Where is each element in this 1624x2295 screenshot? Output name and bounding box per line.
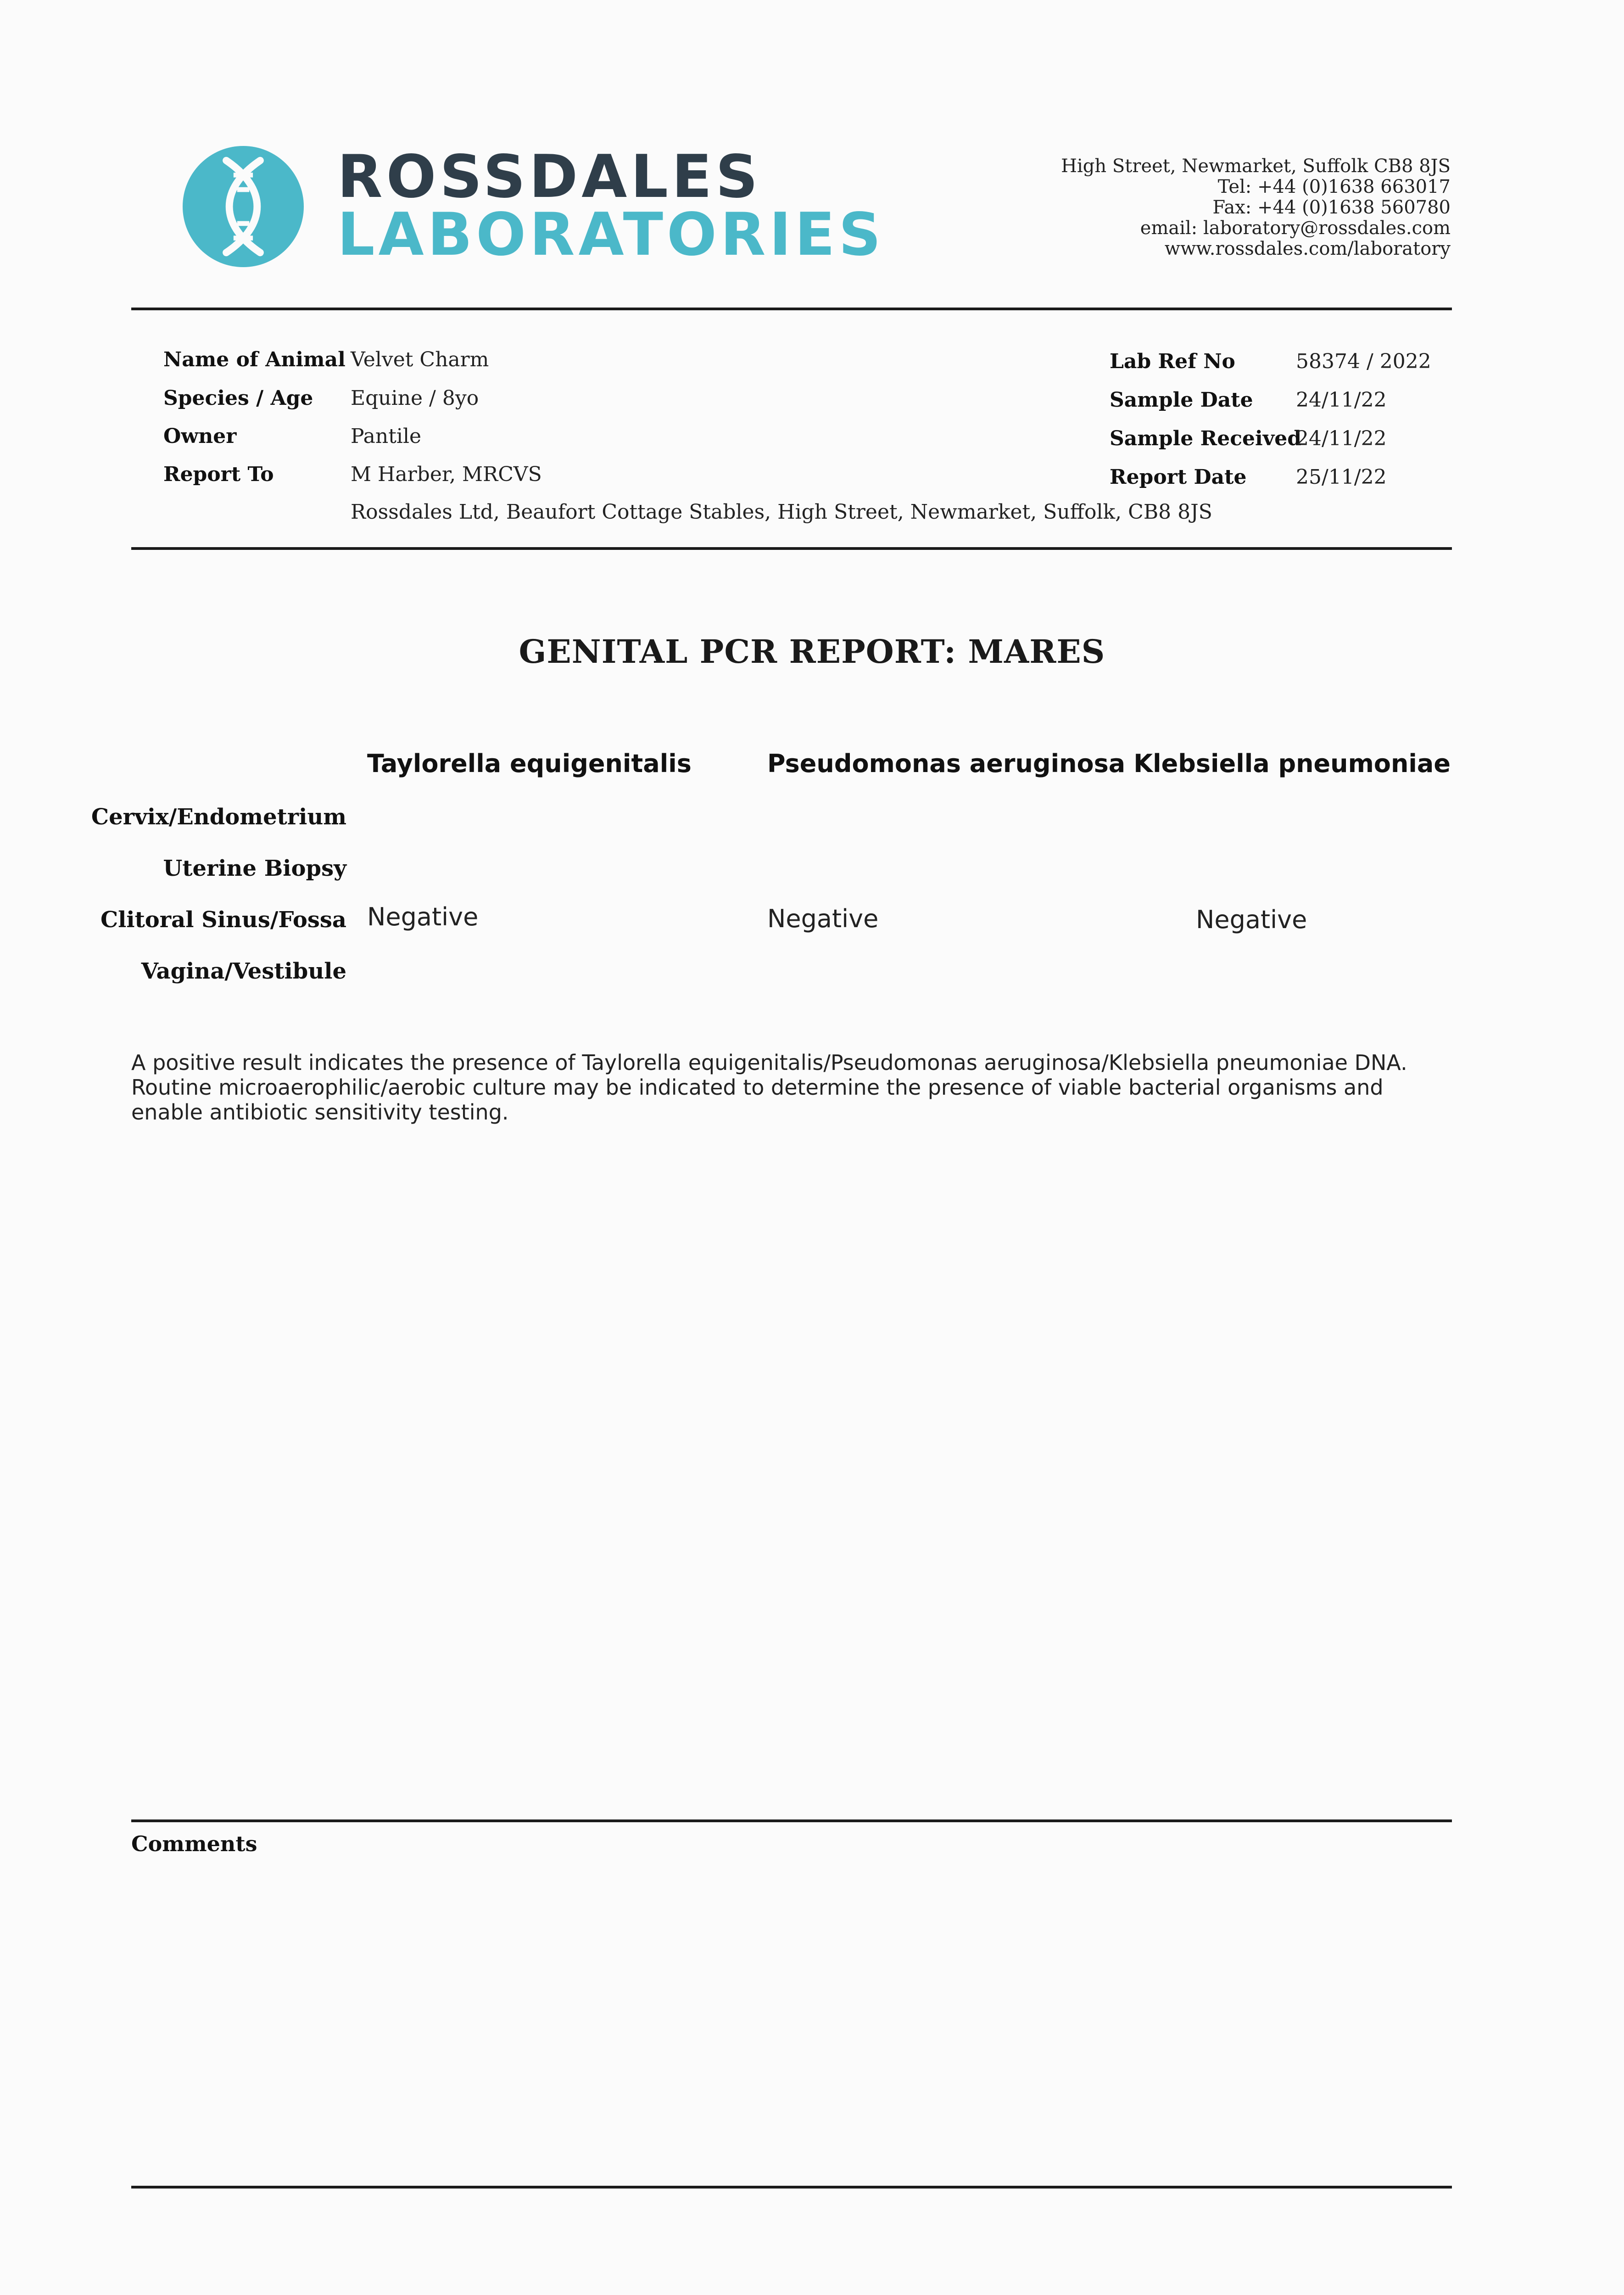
comments-divider [131, 1819, 1452, 1822]
web-line: www.rossdales.com/laboratory [1164, 238, 1451, 259]
brand-name-line1: ROSSDALES [337, 143, 762, 211]
column-header-taylorella: Taylorella equigenitalis [367, 749, 692, 778]
sample-received-label: Sample Received [1110, 427, 1302, 450]
header-divider [131, 308, 1452, 310]
owner-label: Owner [163, 425, 237, 448]
report-date-label: Report Date [1110, 465, 1247, 489]
sample-received-value: 24/11/22 [1296, 427, 1387, 450]
report-to-value: M Harber, MRCVS [351, 463, 542, 486]
result-taylorella: Negative [367, 902, 479, 931]
row-label-cervix: Cervix/Endometrium [91, 804, 346, 830]
brand-name-line2: LABORATORIES [337, 201, 885, 269]
address-line: High Street, Newmarket, Suffolk CB8 8JS [1061, 156, 1451, 177]
lab-ref-value: 58374 / 2022 [1296, 350, 1431, 373]
email-line: email: laboratory@rossdales.com [1140, 218, 1451, 239]
report-title: GENITAL PCR REPORT: MARES [519, 633, 1105, 671]
species-age-value: Equine / 8yo [351, 386, 479, 410]
report-date-value: 25/11/22 [1296, 465, 1387, 489]
column-header-klebsiella: Klebsiella pneumoniae [1133, 749, 1451, 778]
report-to-label: Report To [163, 463, 274, 486]
row-label-clitoral: Clitoral Sinus/Fossa [100, 907, 346, 933]
contact-block [1061, 156, 1451, 259]
sample-date-label: Sample Date [1110, 388, 1253, 412]
sample-date-value: 24/11/22 [1296, 388, 1387, 412]
fax-line: Fax: +44 (0)1638 560780 [1212, 197, 1451, 218]
column-header-pseudomonas: Pseudomonas aeruginosa [767, 749, 1126, 778]
result-pseudomonas: Negative [767, 904, 879, 933]
report-to-address: Rossdales Ltd, Beaufort Cottage Stables, High Street, Newmarket, Suffolk, CB8 8JS [351, 500, 1212, 524]
comments-label: Comments [131, 1831, 257, 1856]
name-of-animal-value: Velvet Charm [351, 348, 489, 371]
result-note: A positive result indicates the presence of Taylorella equigenitalis/Pseudomonas aeruginosa/Klebsiella pneumoniae DNA. Routine microaerophilic/aerobic culture may be indicated to determine the presence of viable bacterial organisms and enable antibiotic sensitivity testing. [131, 1050, 1407, 1125]
lab-ref-label: Lab Ref No [1110, 350, 1235, 373]
owner-value: Pantile [351, 425, 422, 448]
dna-logo-icon [183, 146, 304, 267]
species-age-label: Species / Age [163, 386, 313, 410]
footer-divider [131, 2186, 1452, 2189]
tel-line: Tel: +44 (0)1638 663017 [1217, 176, 1451, 197]
result-klebsiella: Negative [1196, 905, 1307, 934]
row-label-uterine-biopsy: Uterine Biopsy [163, 856, 346, 881]
row-label-vagina: Vagina/Vestibule [141, 958, 346, 984]
name-of-animal-label: Name of Animal [163, 348, 346, 371]
info-divider [131, 547, 1452, 550]
